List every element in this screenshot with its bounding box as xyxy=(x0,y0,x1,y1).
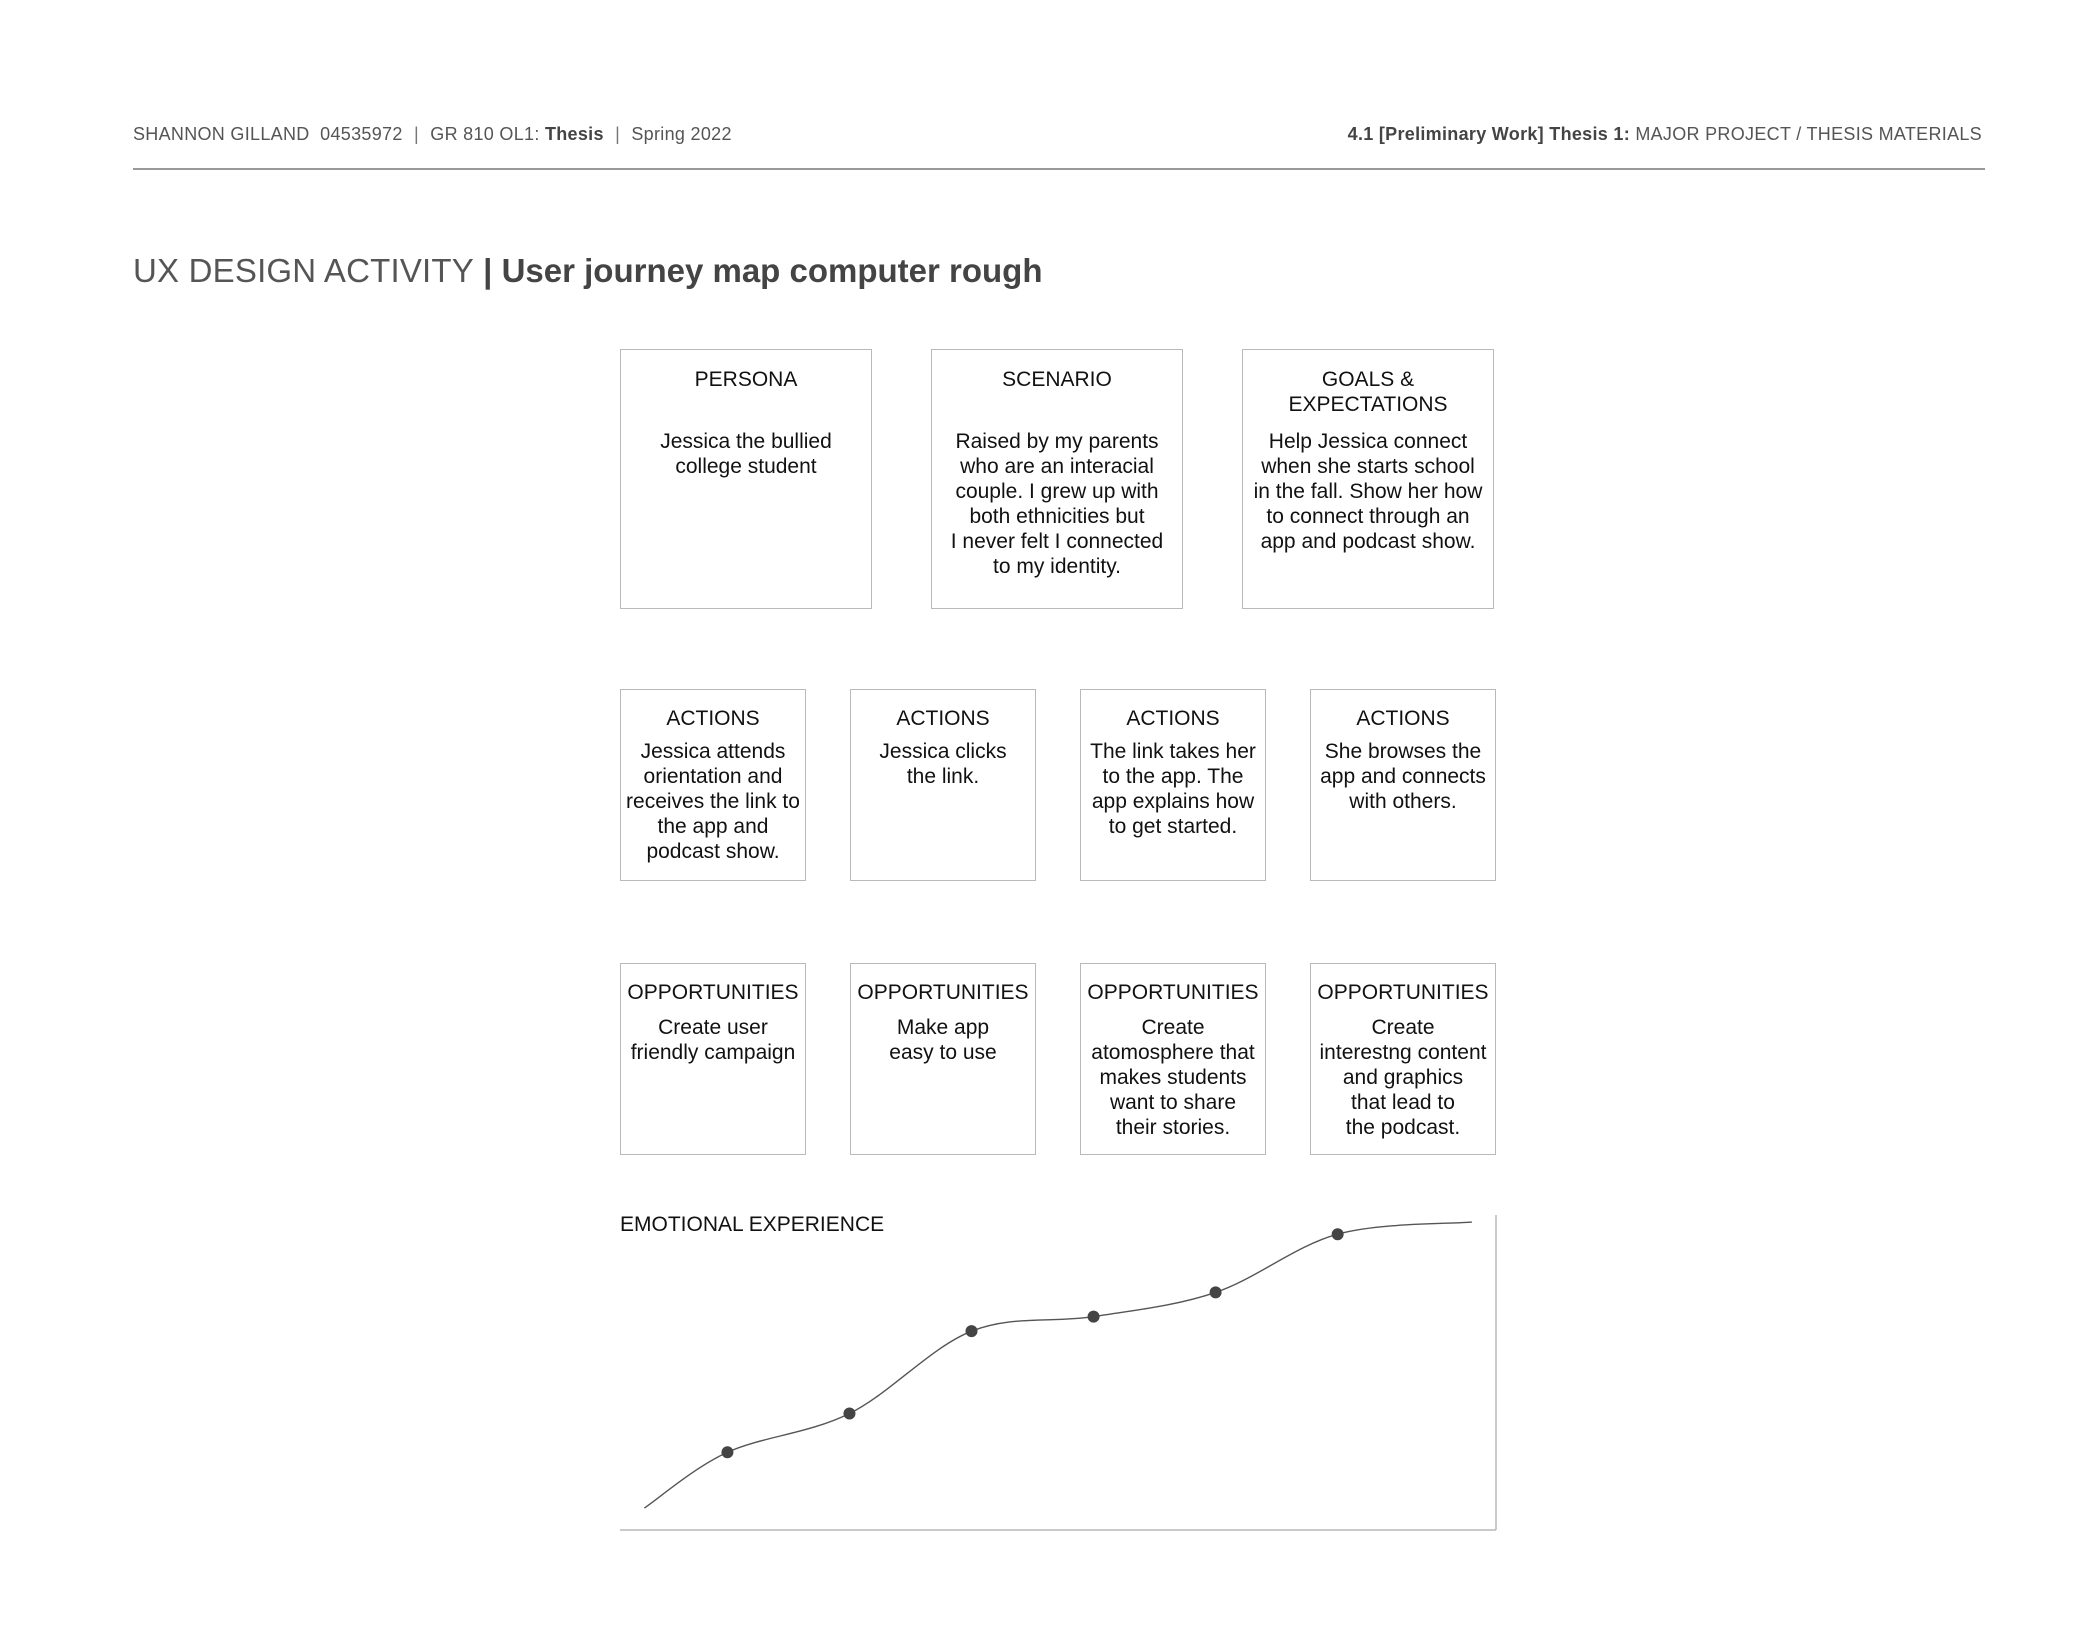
card-line: easy to use xyxy=(889,1041,997,1064)
card-line: the podcast. xyxy=(1345,1116,1461,1139)
card-line: want to share xyxy=(1109,1091,1237,1114)
card-heading: ACTIONS xyxy=(666,707,760,730)
card-body xyxy=(1243,429,1493,554)
card-heading: ACTIONS xyxy=(896,707,990,730)
card-body xyxy=(1081,739,1265,839)
card-line: that lead to xyxy=(1351,1091,1455,1114)
card-line: to the app. The xyxy=(1102,765,1244,788)
card-body xyxy=(621,1015,805,1065)
card-line: Jessica the bullied xyxy=(660,430,832,453)
card-heading xyxy=(1243,367,1493,417)
card-line: app and connects xyxy=(1320,765,1486,788)
opportunity-card xyxy=(620,963,806,1155)
card-heading: ACTIONS xyxy=(1356,707,1450,730)
card-heading-line: EXPECTATIONS xyxy=(1288,393,1448,416)
card-line: college student xyxy=(675,455,817,478)
opportunity-card xyxy=(1080,963,1266,1155)
card-body xyxy=(851,739,1035,789)
card-line: in the fall. Show her how xyxy=(1253,480,1483,503)
opportunity-card xyxy=(850,963,1036,1155)
card-line: and graphics xyxy=(1342,1066,1464,1089)
card-line: friendly campaign xyxy=(630,1041,796,1064)
card-heading: OPPORTUNITIES xyxy=(627,981,799,1004)
page-title-light: UX DESIGN ACTIVITY xyxy=(133,252,474,289)
action-card xyxy=(1310,689,1496,881)
card-heading: SCENARIO xyxy=(1002,368,1112,391)
card-heading: OPPORTUNITIES xyxy=(1317,981,1489,1004)
card-line: Jessica clicks xyxy=(879,740,1007,763)
emotion-point-6 xyxy=(1332,1228,1344,1240)
card-line: the link. xyxy=(906,765,980,788)
card-body xyxy=(1311,739,1495,814)
card-line: with others. xyxy=(1349,790,1457,813)
card-line: atomosphere that xyxy=(1091,1041,1255,1064)
card-body xyxy=(621,739,805,864)
card-line: orientation and xyxy=(643,765,783,788)
section-label: 4.1 [Preliminary Work] Thesis 1: xyxy=(1347,124,1631,144)
card-line: the app and xyxy=(657,815,769,838)
header-divider: | xyxy=(413,124,419,144)
emotion-point-4 xyxy=(1088,1311,1100,1323)
card-line: Jessica attends xyxy=(640,740,786,763)
card-heading: ACTIONS xyxy=(1126,707,1220,730)
scenario-card xyxy=(931,349,1183,609)
card-line: Raised by my parents xyxy=(955,430,1159,453)
card-line: when she starts school xyxy=(1261,455,1475,478)
header-right xyxy=(1348,124,1982,145)
header-left xyxy=(133,124,732,145)
course-name: Thesis xyxy=(544,124,604,144)
goals-card xyxy=(1242,349,1494,609)
student-id: 04535972 xyxy=(320,124,403,144)
persona-card xyxy=(620,349,872,609)
header-rule xyxy=(133,168,1985,170)
card-line: couple. I grew up with xyxy=(955,480,1159,503)
page-title xyxy=(133,252,1043,290)
card-line: to get started. xyxy=(1108,815,1238,838)
action-card xyxy=(1080,689,1266,881)
card-line: app and podcast show. xyxy=(1260,530,1476,553)
action-card xyxy=(620,689,806,881)
card-line: their stories. xyxy=(1115,1116,1231,1139)
emotion-point-2 xyxy=(843,1408,855,1420)
card-body xyxy=(1311,1015,1495,1140)
card-line: I never felt I connected xyxy=(950,530,1164,553)
card-line: Create xyxy=(1141,1016,1205,1039)
card-line: receives the link to xyxy=(626,790,800,813)
card-line: to connect through an xyxy=(1266,505,1470,528)
section-title: MAJOR PROJECT / THESIS MATERIALS xyxy=(1635,124,1982,144)
card-line: She browses the xyxy=(1324,740,1482,763)
card-heading: PERSONA xyxy=(694,368,798,391)
card-heading-line: GOALS & xyxy=(1321,368,1415,391)
card-line: Create user xyxy=(658,1016,768,1039)
card-line: interestng content xyxy=(1319,1041,1487,1064)
emotion-point-1 xyxy=(721,1446,733,1458)
emotion-point-3 xyxy=(966,1325,978,1337)
card-line: app explains how xyxy=(1091,790,1255,813)
card-heading: OPPORTUNITIES xyxy=(1087,981,1259,1004)
card-line: podcast show. xyxy=(646,840,780,863)
emotion-point-5 xyxy=(1210,1286,1222,1298)
opportunity-card xyxy=(1310,963,1496,1155)
card-body xyxy=(1081,1015,1265,1140)
card-line: who are an interacial xyxy=(960,455,1154,478)
author-name: SHANNON GILLAND xyxy=(133,124,310,144)
card-line: Make app xyxy=(896,1016,990,1039)
card-body xyxy=(932,429,1182,579)
card-line: The link takes her xyxy=(1090,740,1256,763)
card-line: Create xyxy=(1371,1016,1435,1039)
header-divider: | xyxy=(615,124,621,144)
card-body xyxy=(621,429,871,479)
card-heading: OPPORTUNITIES xyxy=(857,981,1029,1004)
card-line: Help Jessica connect xyxy=(1268,430,1468,453)
action-card xyxy=(850,689,1036,881)
emotion-line xyxy=(644,1222,1472,1508)
card-line: both ethnicities but xyxy=(969,505,1145,528)
card-line: to my identity. xyxy=(993,555,1121,578)
page-title-bold: | User journey map computer rough xyxy=(483,252,1043,289)
card-line: makes students xyxy=(1099,1066,1247,1089)
course-code: GR 810 OL1: xyxy=(430,124,540,144)
term: Spring 2022 xyxy=(631,124,732,144)
chart-title: EMOTIONAL EXPERIENCE xyxy=(620,1213,885,1236)
card-body xyxy=(851,1015,1035,1065)
